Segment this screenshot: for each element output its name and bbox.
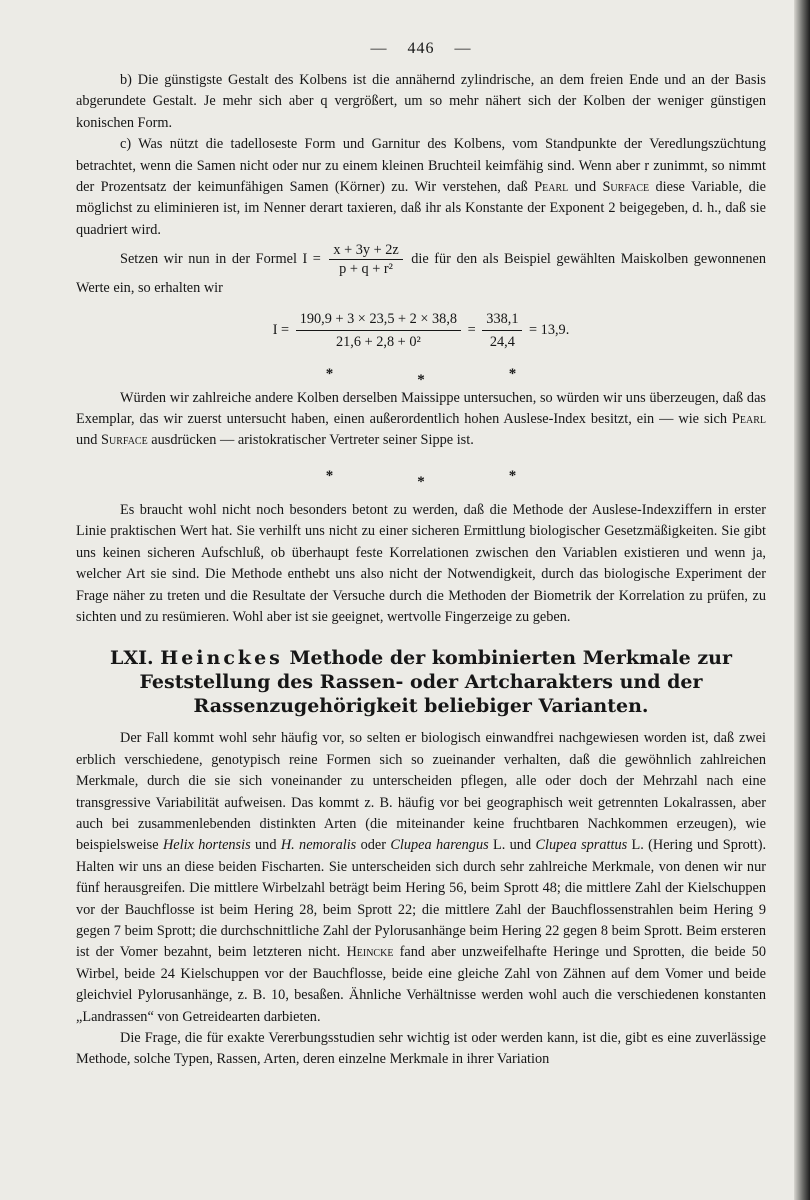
equation: I = $\frac{190,9 + 3 \times 23,5 + 2 \times 38,8}{\text{21,6 + 2,8 + 0²}}$ = $\frac{338,1}{24,4}$ = 13,9.	[76, 308, 766, 356]
author-name: Pearl	[534, 179, 569, 196]
paragraph-2: Würden wir zahlreiche andere Kolben derselben Maissippe untersuchen, so würden wir uns überzeugen, daß das Exemplar, das wir zuerst untersucht haben, einen außerordentlich hohen Auslese-Index besitzt, ein — wie sich Pearl und Surface ausdrücken — aristokratischer Vertreter seiner Sippe ist.	[76, 389, 766, 449]
scan-edge-shadow	[794, 0, 810, 1200]
paragraph-c: c) Was nützt die tadelloseste Form und Garnitur des Kolbens, vom Standpunkte der Veredlungszüchtung betrachtet, wenn die Samen nicht oder nur zu einem kleinen Bruchteil keimfähig sind. Wenn aber r zunimmt, so nimmt der Prozentsatz der keimunfähigen Samen (Körner) zu. Wir verstehen, daß Pearl und Surface diese Variable, die möglichst zu eliminieren ist, im Nenner derart taxieren, daß ihr als Konstante der Exponent 2 beigegeben, d. h., daß sie quadriert wird.	[76, 136, 767, 238]
paragraph-3: Es braucht wohl nicht noch besonders betont zu werden, daß die Methode der Auslese-Indexziffern in erster Linie praktischen Wert hat. Sie verhilft uns nicht zu einer sicheren Ermittlung biologischer Gesetzmäßigkeiten. Sie gibt uns keinen sicheren Aufschluß, ob überhaupt feste Korrelationen zwischen den Variablen existieren und wenn ja, welcher Art sie sind. Die Methode enthebt uns also nicht der Notwendigkeit, durch das biologische Experiment der Frage näher zu treten und die Resultate der Versuche durch die Methoden der Biometrik der Korrelation zu prüfen, zu sichten und zu resümieren. Wohl aber ist sie geeignet, wertvolle Fingerzeige zu geben.	[76, 501, 766, 625]
paragraph-4: Der Fall kommt wohl sehr häufig vor, so selten er biologisch einwandfrei nachgewiesen worden ist, daß zwei erblich verschiedene, genotypisch reine Formen sich so zueinander verhalten, daß die gewöhnlich zahlreichen Merkmale, durch die sie sich voneinander zu unterscheiden pflegen, alle oder doch der Mehrzahl nach eine transgressive Variabilität aufweisen. Das kommt z. B. häufig vor bei geographisch weit getrennten Lokalrassen, aber auch bei zusammenlebenden distinkten Arten (die miteinander keine fruchtbaren Nachkommen erzeugen), wie beispielsweise Helix hortensis und H. nemoralis oder Clupea harengus L. und Clupea sprattus L. (Hering und Sprott). Halten wir uns an diese beiden Fischarten. Sie unterscheiden sich durch sehr zahlreiche Merkmale, von denen wir nur fünf herausgreifen. Die mittlere Wirbelzahl beträgt beim Hering 56, beim Sprott 48; die mittlere Zahl der Kielschuppen vor der Bauchflosse ist beim Hering 28, beim Sprott 22; die mittlere Zahl der Bauchflossenstrahlen beim Hering 9 gegen 7 beim Sprott; die durchschnittliche Zahl der Pylorusanhänge beim Hering 22 gegen 8 beim Sprott. Beim ersteren ist der Vomer bezahnt, beim letzteren nicht. Heincke fand aber unzweifelhafte Heringe und Sprotten, die beide 50 Wirbel, beide 24 Kielschuppen vor der Bauchflosse, beide eine gleiche Zahl von Zähnen auf dem Vomer und beide gleichviel Pylorusanhänge, z. B. 10, besaßen. Ähnliche Verhältnisse werden wohl auch die verschiedenen konstanten „Landrassen“ von Getreidearten darbieten.	[76, 730, 767, 1025]
author-name: Heincke	[346, 944, 394, 961]
paragraph-5: Die Frage, die für exakte Vererbungsstudien sehr wichtig ist oder werden kann, ist die, gibt es eine zuverlässige Methode, solche Typen, Rassen, Arten, deren einzelne Merkmale in ihrer Variation	[76, 1030, 766, 1068]
species-name: Clupea harengus	[390, 837, 489, 854]
author-name: Surface	[602, 179, 650, 196]
page-number: — 446 —	[370, 40, 472, 57]
author-name: Pearl	[731, 411, 766, 428]
inline-formula: $\frac{x + 3y + 2z}{\text{p + q + r²}}$	[329, 241, 402, 278]
paragraph-b: b) Die günstigste Gestalt des Kolbens ist die annähernd zylindrische, an dem freien Ende und an der Basis abgerundete Gestalt. Je mehr sich aber q vergrößert, um so mehr nähert sich der Kolben der weniger günstigen konischen Form.	[76, 72, 766, 131]
formula-intro: Setzen wir nun in der Formel I = $\frac{x + 3y + 2z}{\text{p + q + r²}}$ die für den als Beispiel gewählten Maiskolben gewonnenen Werte ein, so erhalten wir	[76, 242, 766, 297]
species-name: Clupea sprattus	[535, 837, 628, 854]
section-break-stars: * * *	[325, 467, 517, 490]
book-page	[76, 40, 766, 1071]
species-name: H. nemoralis	[280, 837, 357, 854]
section-heading: LXI. Heinckes Methode der kombinierten Merkmale zur Feststellung des Rassen- oder Artcharakters und der Rassenzugehörigkeit beliebiger Varianten.	[110, 647, 732, 718]
author-name: Surface	[101, 432, 148, 449]
section-break-stars: * * *	[325, 365, 517, 388]
species-name: Helix hortensis	[162, 837, 251, 854]
